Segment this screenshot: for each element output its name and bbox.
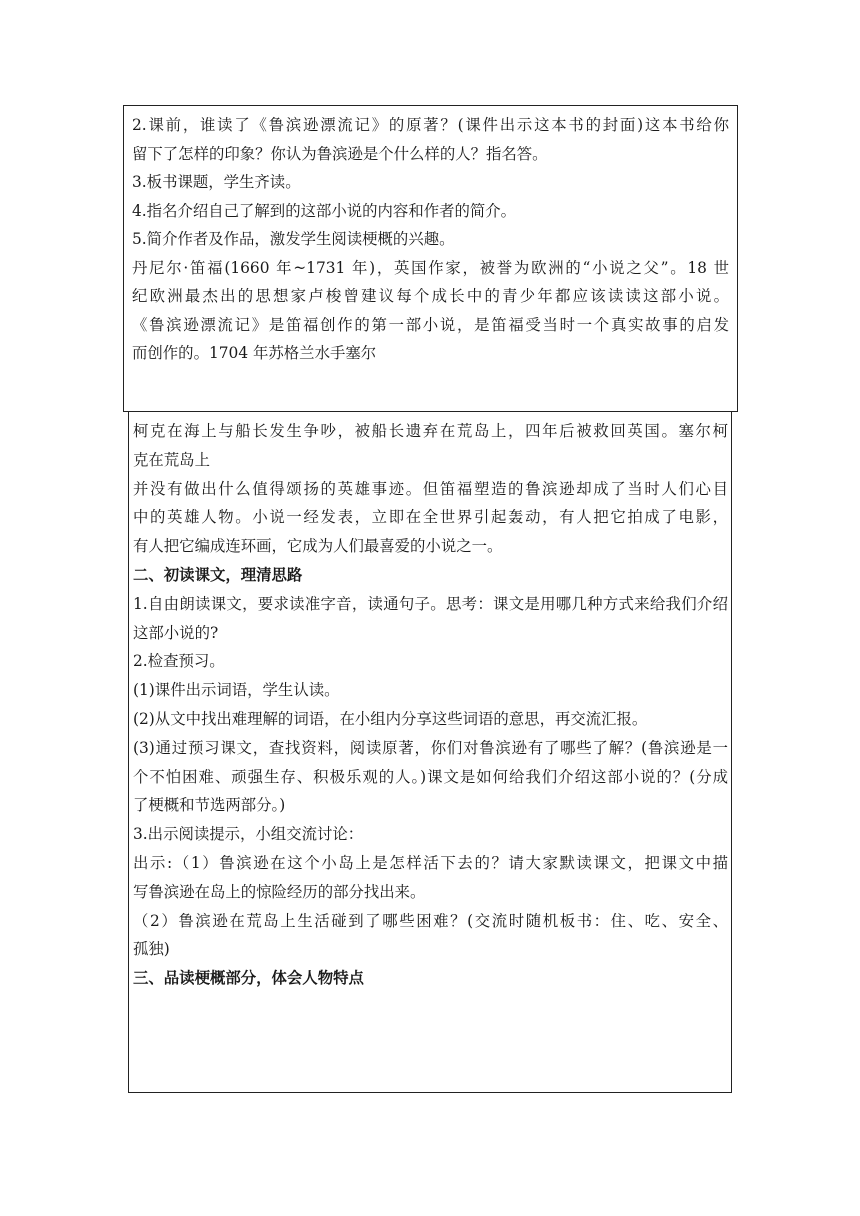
text-line: 3.板书课题，学生齐读。 [132,173,301,191]
text-line: (3)通过预习课文，查找资料，阅读原著，你们对鲁滨逊有了哪些了解？(鲁滨逊是一 [133,738,728,757]
text-line: 《鲁滨逊漂流记》是笛福创作的第一部小说，是笛福受当时一个真实故事的启发 [132,315,729,334]
text-box-lower [128,411,732,1093]
text-line: 并没有做出什么值得颂扬的英雄事迹。但笛福塑造的鲁滨逊却成了当时人们心目 [133,479,728,498]
text-line: 写鲁滨逊在岛上的惊险经历的部分找出来。 [133,882,426,901]
text-line: 这部小说的? [133,623,219,642]
text-line: 中的英雄人物。小说一经发表，立即在全世界引起轰动，有人把它拍成了电影， [133,508,728,527]
text-box-upper [123,105,738,412]
text-line: 2.检查预习。 [133,652,225,671]
text-line: 丹尼尔·笛福(1660 年~1731 年)，英国作家，被誉为欧洲的“小说之父”。18 世 [132,258,729,277]
text-line: 克在荒岛上 [133,450,210,469]
text-line: 有人把它编成连环画，它成为人们最喜爱的小说之一。 [133,537,503,556]
text-line: 个不怕困难、顽强生存、积极乐观的人。)课文是如何给我们介绍这部小说的？(分成 [133,767,728,786]
text-line: 3.出示阅读提示，小组交流讨论： [133,825,364,844]
text-line: 而创作的。1704 年苏格兰水手塞尔 [132,344,377,362]
text-line: (2)从文中找出难理解的词语，在小组内分享这些词语的意思，再交流汇报。 [133,709,648,728]
text-line: 柯克在海上与船长发生争吵，被船长遗弃在荒岛上，四年后被救回英国。塞尔柯 [133,422,728,440]
text-line: (1)课件出示词语，学生认读。 [133,681,340,700]
section-heading: 三、品读梗概部分，体会人物特点 [133,969,364,988]
section-heading: 二、初读课文，理清思路 [133,565,303,584]
text-line: 5.简介作者及作品，激发学生阅读梗概的兴趣。 [132,230,455,248]
text-line: 出示:（1）鲁滨逊在这个小岛上是怎样活下去的？请大家默读课文，把课文中描 [133,853,728,872]
text-line: 1.自由朗读课文，要求读准字音，读通句子。思考：课文是用哪几种方式来给我们介绍 [133,594,728,613]
text-line: 孤独) [133,940,170,959]
text-line: 纪欧洲最杰出的思想家卢梭曾建议每个成长中的青少年都应该读读这部小说。 [132,287,729,305]
text-line: 了梗概和节选两部分。) [133,796,286,815]
text-line: 2.课前，谁读了《鲁滨逊漂流记》的原著？(课件出示这本书的封面)这本书给你 [132,116,729,134]
text-line: 留下了怎样的印象？你认为鲁滨逊是个什么样的人？指名答。 [132,144,548,163]
text-line: （2）鲁滨逊在荒岛上生活碰到了哪些困难？(交流时随机板书：住、吃、安全、 [133,911,728,930]
text-line: 4.指名介绍自己了解到的这部小说的内容和作者的简介。 [132,201,517,220]
